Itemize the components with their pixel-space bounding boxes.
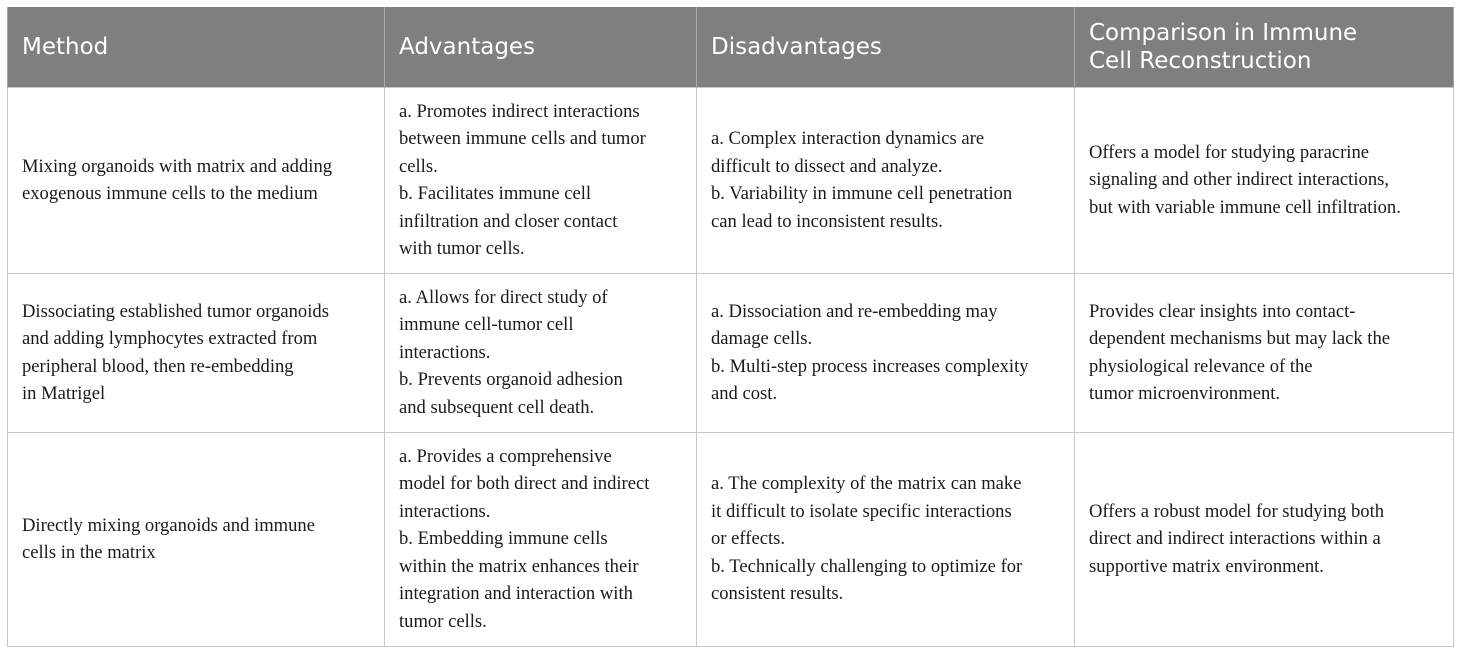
cell-advantages [385, 273, 697, 432]
cell-text-line: infiltration and closer contact [399, 210, 618, 232]
cell-text-line: a. The complexity of the matrix can make [711, 473, 1022, 495]
cell-text-line: between immune cells and tumor [399, 128, 646, 149]
comparison-table [7, 7, 1454, 647]
cell-text-line: b. Facilitates immune cell [399, 183, 592, 204]
cell-disadvantages [697, 432, 1075, 646]
cell-text-line: exogenous immune cells to the medium [22, 183, 318, 204]
cell-text-line: b. Embedding immune cells [399, 528, 608, 550]
cell-text-line: or effects. [711, 528, 785, 550]
header-row [8, 7, 1454, 87]
cell-text-line: and subsequent cell death. [399, 396, 595, 418]
cell-text-line: b. Technically challenging to optimize for [711, 555, 1023, 577]
cell-disadvantages [697, 273, 1075, 432]
cell-text-line: within the matrix enhances their [399, 555, 639, 577]
cell-text-line: Dissociating established tumor organoids [22, 300, 329, 322]
cell-text-line: peripheral blood, then re-embedding [22, 355, 294, 377]
cell-text-line: cells in the matrix [22, 542, 156, 563]
table-row [8, 87, 1454, 273]
header-disadvantages [697, 7, 1075, 87]
cell-text-line: tumor cells. [399, 610, 487, 632]
cell-text-line: immune cell-tumor cell [399, 314, 574, 336]
cell-text-line: a. Dissociation and re-embedding may [711, 300, 998, 322]
cell-text-line: physiological relevance of the [1089, 355, 1313, 377]
cell-text-line: Comparison in Immune [1089, 19, 1358, 46]
header-advantages [385, 7, 697, 87]
cell-comparison [1075, 87, 1454, 273]
cell-text-line: can lead to inconsistent results. [711, 210, 943, 232]
cell-text-line: tumor microenvironment. [1089, 383, 1281, 404]
cell-text-line: Method [22, 33, 109, 60]
table-row [8, 432, 1454, 646]
cell-text-line: difficult to dissect and analyze. [711, 155, 943, 177]
cell-text-line: and cost. [711, 383, 778, 404]
cell-text-line: but with variable immune cell infiltration. [1089, 196, 1401, 218]
cell-text-line: Offers a model for studying paracrine [1089, 141, 1370, 163]
table-body [8, 87, 1454, 646]
cell-text-line: cells. [399, 155, 438, 177]
table-header [8, 7, 1454, 87]
cell-advantages [385, 432, 697, 646]
cell-text-line: Offers a robust model for studying both [1089, 500, 1385, 522]
cell-text-line: interactions. [399, 341, 491, 363]
cell-text-line: a. Promotes indirect interactions [399, 100, 640, 122]
cell-text-line: Cell Reconstruction [1089, 47, 1312, 74]
cell-text-line: consistent results. [711, 583, 844, 605]
cell-text-line: direct and indirect interactions within a [1089, 528, 1381, 550]
cell-text-line: interactions. [399, 500, 491, 522]
cell-comparison [1075, 432, 1454, 646]
cell-text-line: Provides clear insights into contact- [1089, 300, 1356, 322]
cell-text-line: a. Provides a comprehensive [399, 445, 612, 467]
cell-text-line: a. Allows for direct study of [399, 286, 608, 308]
header-method [8, 7, 385, 87]
cell-text-line: in Matrigel [22, 383, 106, 404]
cell-text-line: b. Multi-step process increases complexity [711, 355, 1029, 377]
cell-text-line: Mixing organoids with matrix and adding [22, 155, 333, 177]
cell-text-line: Disadvantages [711, 33, 882, 60]
cell-method [8, 432, 385, 646]
cell-text-line: damage cells. [711, 328, 813, 349]
header-comparison [1075, 7, 1454, 87]
cell-text-line: dependent mechanisms but may lack the [1089, 328, 1391, 349]
cell-text-line: and adding lymphocytes extracted from [22, 328, 318, 349]
cell-text-line: with tumor cells. [399, 238, 525, 259]
cell-method [8, 87, 385, 273]
cell-text-line: Advantages [399, 33, 536, 60]
cell-advantages [385, 87, 697, 273]
cell-text-line: it difficult to isolate specific interactions [711, 500, 1012, 522]
cell-disadvantages [697, 87, 1075, 273]
cell-method [8, 273, 385, 432]
cell-text-line: integration and interaction with [399, 583, 633, 605]
cell-text-line: Directly mixing organoids and immune [22, 514, 315, 536]
cell-text-line: b. Variability in immune cell penetration [711, 183, 1013, 204]
cell-text-line: supportive matrix environment. [1089, 555, 1324, 577]
cell-comparison [1075, 273, 1454, 432]
table-row [8, 273, 1454, 432]
cell-text-line: b. Prevents organoid adhesion [399, 369, 623, 391]
comparison-table-container [7, 7, 1453, 647]
cell-text-line: a. Complex interaction dynamics are [711, 128, 985, 149]
cell-text-line: model for both direct and indirect [399, 473, 650, 495]
cell-text-line: signaling and other indirect interactions, [1089, 169, 1389, 191]
